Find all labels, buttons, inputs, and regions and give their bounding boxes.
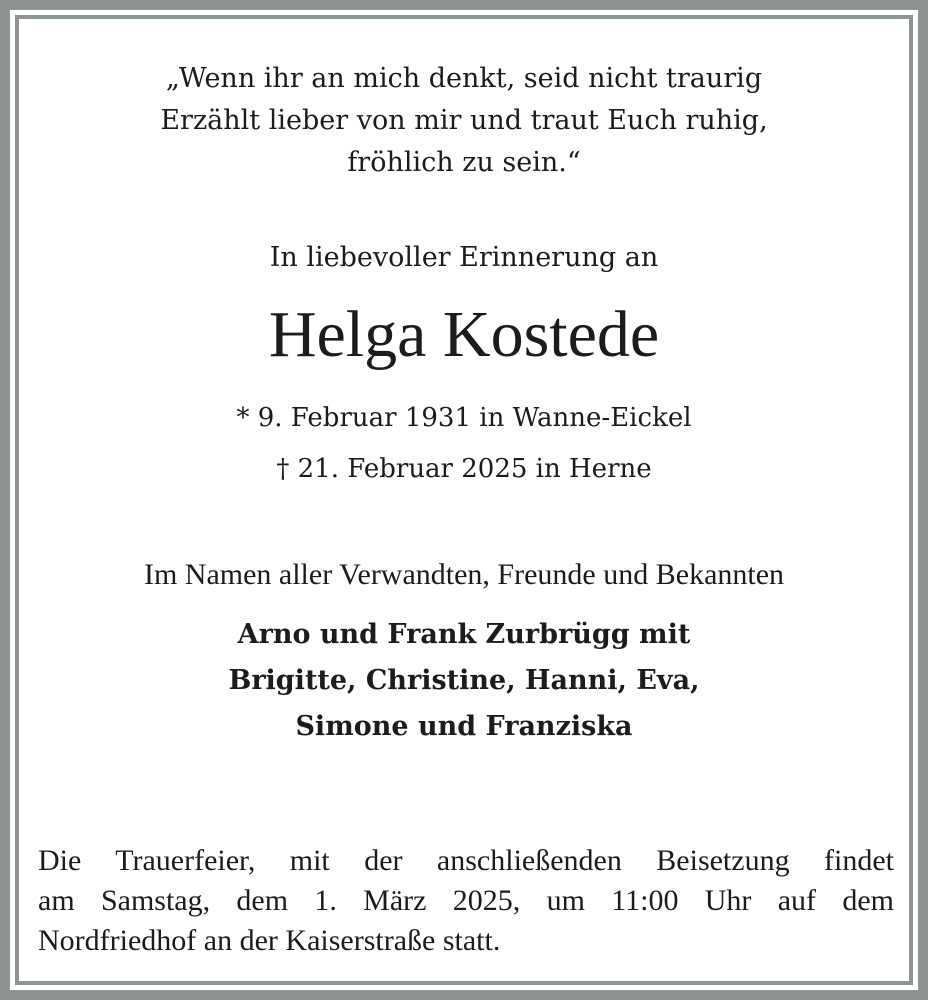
deceased-name: Helga Kostede	[268, 298, 660, 371]
birth-date: * 9. Februar 1931 in Wanne-Eickel	[236, 403, 692, 433]
mourners-line: Simone und Franziska	[295, 711, 633, 742]
mourners-line: Arno und Frank Zurbrügg mit	[237, 619, 691, 650]
family-intro: Im Namen aller Verwandten, Freunde und Bekannten	[143, 558, 785, 591]
quote-line: Erzählt lieber von mir und traut Euch ruhig,	[160, 105, 768, 136]
memorial-quote	[0, 58, 928, 184]
death-date: † 21. Februar 2025 in Herne	[276, 454, 652, 484]
service-line: Die Trauerfeier, mit der anschließenden Beisetzung findet	[38, 844, 894, 877]
quote-line: „Wenn ihr an mich denkt, seid nicht traurig	[165, 63, 763, 94]
service-line: am Samstag, dem 1. März 2025, um 11:00 Uhr auf dem	[38, 884, 894, 917]
mourners-line: Brigitte, Christine, Hanni, Eva,	[228, 665, 700, 696]
quote-line: fröhlich zu sein.“	[347, 147, 581, 178]
remembrance-intro: In liebevoller Erinnerung an	[269, 242, 659, 273]
mourners-list	[0, 612, 928, 750]
life-dates	[0, 393, 928, 495]
funeral-service-info	[38, 841, 894, 961]
service-line: Nordfriedhof an der Kaiserstraße statt.	[38, 924, 501, 957]
